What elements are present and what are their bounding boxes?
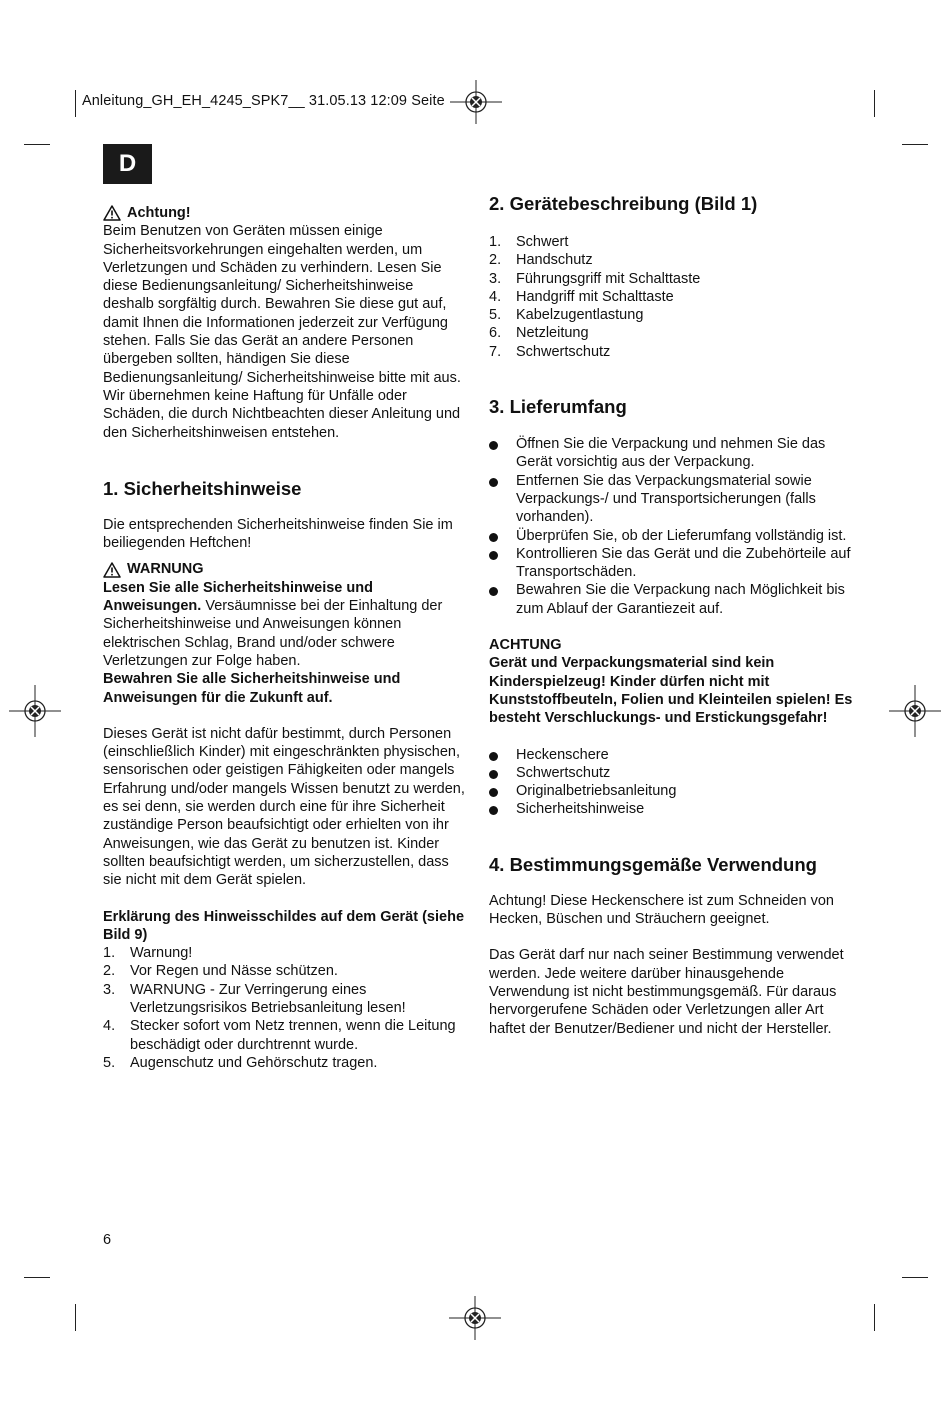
list-item: Bewahren Sie die Verpackung nach Möglichkeit bis zum Ablauf der Garantiezeit auf. [489, 581, 854, 618]
achtung-paragraph: Beim Benutzen von Geräten müssen einige Sicherheitsvorkehrungen eingehalten werden, um Verletzungen und Schäden zu verhindern. Lesen Sie diese Bedienungsanleitung/ Sicherheitshinweise deshalb sorgfältig durch. Bewahren Sie diese gut auf, damit Ihnen die Informationen jederzeit zur Verfügung stehen. Falls Sie das Gerät an andere Personen übergeben sollten, händigen Sie diese Bedienungsanleitung/ Sicherheitshinweise bitte mit aus. Wir übernehmen keine Haftung für Unfälle oder Schäden, die durch Nichtbeachten dieser Anleitung und den Sicherheitshinweisen entstehen. [103, 223, 461, 441]
bullet-icon [489, 770, 498, 779]
list-item: 2. Handschutz [489, 252, 593, 269]
bullet-icon [489, 441, 498, 450]
right-column [489, 192, 854, 1038]
bullet-icon [489, 551, 498, 560]
list-item: 7. Schwertschutz [489, 343, 611, 360]
bullet-icon [489, 587, 498, 596]
bullet-icon [489, 752, 498, 761]
crop-mark [874, 90, 875, 117]
crop-mark [75, 1304, 76, 1331]
scope-of-delivery-list [489, 746, 854, 819]
list-item: 1. Warnung! [103, 945, 193, 962]
registration-mark-icon [889, 685, 941, 737]
print-header: Anleitung_GH_EH_4245_SPK7__ 31.05.13 12:09 Seite [82, 93, 445, 109]
list-item: Heckenschere [489, 746, 854, 764]
children-paragraph: Dieses Gerät ist nicht dafür bestimmt, durch Personen (einschließlich Kinder) mit eingeschränkten physischen, sensorischen oder geistigen Fähigkeiten oder mangels Erfahrung und/oder mangels Wissen benutzt zu werden, es sei denn, sie werden durch eine für ihre Sicherheit zuständige Person beaufsichtigt oder erhielten von ihr Anweisungen, wie das Gerät zu benutzen ist. Kinder sollten beaufsichtigt werden, um sicherzustellen, dass sie nicht mit dem Gerät spielen. [103, 725, 465, 889]
language-tab: D [103, 144, 152, 184]
crop-mark [24, 1277, 50, 1278]
achtung-packaging-title: ACHTUNG [489, 637, 562, 654]
list-item: Schwertschutz [489, 764, 854, 782]
warning-triangle-icon [103, 562, 121, 578]
registration-mark-icon [449, 1292, 501, 1344]
bullet-icon [489, 478, 498, 487]
list-item: Originalbetriebsanleitung [489, 782, 854, 800]
list-item: 3. WARNUNG - Zur Verringerung eines Verletzungsrisikos Betriebsanleitung lesen! [103, 981, 406, 1016]
list-item: Kontrollieren Sie das Gerät und die Zubehörteile auf Transportschäden. [489, 545, 854, 582]
list-item: 5. Kabelzugentlastung [489, 307, 644, 324]
list-item: Entfernen Sie das Verpackungsmaterial sowie Verpackungs-/ und Transportsicherungen (falls vorhanden). [489, 472, 854, 527]
crop-mark [75, 90, 76, 117]
warnung-keep-instructions: Bewahren Sie alle Sicherheitshinweise und Anweisungen für die Zukunft auf. [103, 671, 401, 706]
label-explanation-heading: Erklärung des Hinweisschildes auf dem Gerät (siehe Bild 9) [103, 908, 465, 943]
registration-mark-icon [450, 76, 502, 128]
safety-intro: Die entsprechenden Sicherheitshinweise finden Sie im beiliegenden Heftchen! [103, 516, 453, 552]
left-column [103, 204, 465, 1072]
achtung-title: Achtung! [127, 205, 191, 221]
achtung-heading [103, 204, 465, 222]
bullet-icon [489, 788, 498, 797]
section-heading-description: 2. Gerätebeschreibung (Bild 1) [489, 193, 758, 214]
device-parts-list [489, 233, 854, 361]
list-item: 1. Schwert [489, 234, 569, 250]
list-item: Öffnen Sie die Verpackung und nehmen Sie das Gerät vorsichtig aus der Verpackung. [489, 435, 854, 472]
bullet-icon [489, 533, 498, 542]
warning-triangle-icon [103, 205, 121, 221]
label-explanation-list [103, 944, 465, 1072]
warnung-bold-lead: Lesen Sie alle Sicherheitshinweise und Anweisungen. [103, 579, 373, 615]
section-heading-delivery: 3. Lieferumfang [489, 396, 627, 418]
page-number: 6 [103, 1232, 112, 1248]
section-heading-safety: 1. Sicherheitshinweise [103, 477, 302, 499]
crop-mark [902, 144, 928, 145]
bullet-icon [489, 806, 498, 815]
crop-mark [874, 1304, 875, 1331]
delivery-steps-list [489, 435, 854, 618]
list-item: 3. Führungsgriff mit Schalttaste [489, 270, 701, 287]
intended-use-paragraph-1: Achtung! Diese Heckenschere ist zum Schneiden von Hecken, Büschen und Sträuchern geeignet. [489, 892, 834, 928]
list-item: 4. Stecker sofort vom Netz trennen, wenn die Leitung beschädigt oder durchtrennt wurde. [103, 1018, 456, 1053]
list-item: 6. Netzleitung [489, 325, 589, 342]
warnung-paragraph [103, 579, 465, 670]
list-item: 2. Vor Regen und Nässe schützen. [103, 963, 338, 980]
warnung-heading [103, 560, 465, 578]
intended-use-paragraph-2: Das Gerät darf nur nach seiner Bestimmung verwendet werden. Jede weitere darüber hinausgehende Verwendung ist nicht bestimmungsgemäß. Für daraus hervorgerufene Schäden oder Verletzungen aller Art haftet der Benutzer/Bediener und nicht der Hersteller. [489, 947, 844, 1037]
warnung-title: WARNUNG [127, 561, 204, 578]
registration-mark-icon [9, 685, 61, 737]
list-item: Überprüfen Sie, ob der Lieferumfang vollständig ist. [489, 527, 854, 545]
list-item: 4. Handgriff mit Schalttaste [489, 288, 674, 305]
section-heading-intended-use: 4. Bestimmungsgemäße Verwendung [489, 853, 817, 875]
achtung-packaging-text: Gerät und Verpackungsmaterial sind kein Kinderspielzeug! Kinder dürfen nicht mit Kunststoffbeuteln, Folien und Kleinteilen spielen! Es besteht Verschluckungs- und Erstickungsgefahr! [489, 655, 853, 727]
list-item: Sicherheitshinweise [489, 800, 854, 818]
warnung-text: Versäumnisse bei der Einhaltung der Sicherheitshinweise und Anweisungen können elektrischen Schlag, Brand und/oder schwere Verletzungen zur Folge haben. [103, 598, 443, 669]
crop-mark [902, 1277, 928, 1278]
crop-mark [24, 144, 50, 145]
list-item: 5. Augenschutz und Gehörschutz tragen. [103, 1054, 378, 1071]
